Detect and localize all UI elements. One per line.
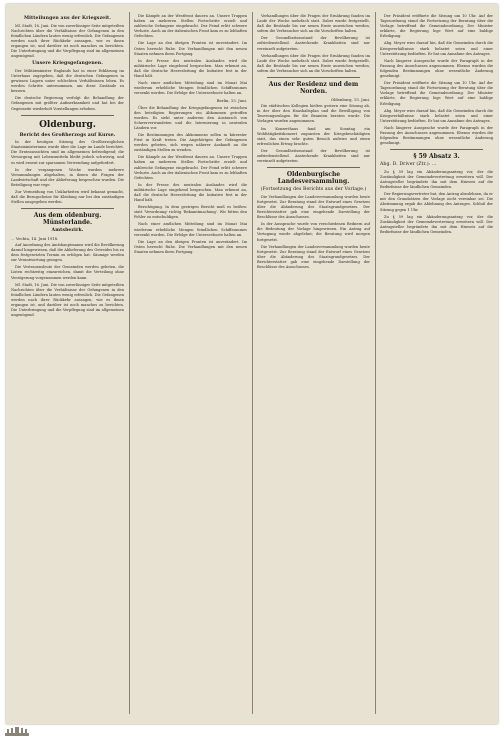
article-paragraph: Verhandlungen über die Fragen der Ernährung fanden im Laufe der Woche mehrfach statt. Dabei wurde festgestellt, daß die Bestände bis zur neuen Ernte ausreichen werden, sofern die Verbraucher sich an die Vorschriften halten. [257, 53, 370, 73]
article-paragraph: Die deutsche Regierung verfolgt die Behandlung der Gefangenen mit größter Aufmerksamkeit und hat bei der Gegenseite wiederholt Vorstellungen erhoben. [11, 96, 124, 111]
article-paragraph: Zu § 59 lag ein Abänderungsantrag vor, der die Zuständigkeit der Gemeindevertretung erweitern will. Der Antragsteller begründete ihn mit dem Hinweis auf die Bedürfnisse der ländlichen Gemeinden. [380, 214, 493, 234]
column-rule [129, 12, 130, 714]
section-subtitle: Abg. D. Driver (Ztr.): ... [380, 162, 437, 168]
article-paragraph: Die Lage an den übrigen Fronten ist unverändert. Im Osten herrscht Ruhe. Die Verhandlungen mit den neuen Staaten nehmen ihren Fortgang. [134, 239, 247, 254]
section-subtitle: (Fortsetzung des Berichts aus der Vorlage.) [260, 187, 367, 193]
article-paragraph: In der Presse des neutralen Auslandes wird die militärische Lage eingehend besprochen. Man erkennt an, daß die deutsche Heeresleitung die Initiative fest in der Hand hält. [134, 58, 247, 79]
article-paragraph: In der Aussprache wurde von verschiedenen Rednern auf die Bedeutung der Vorlage hingewiesen. Ein Antrag auf Vertagung wurde abgelehnt; die Beratung wird morgen fortgesetzt. [257, 222, 370, 242]
article-paragraph: In der heutigen Sitzung des Großherzoglichen Staatsministeriums wurde über die Lage im Lande berichtet. Die Ernteaussichten sind im allgemeinen befriedigend; die Versorgung mit Lebensmitteln bleibt jedoch schwierig, und es wird erneut zur sparsamen Verwendung aufgefordert. [11, 140, 124, 165]
article-paragraph: Der Regierungsvertreter bat, den Antrag abzulehnen, da er mit den Grundsätzen der Vorlage nicht vereinbar sei. Die Abstimmung ergab die Ablehnung des Antrages. Schluß der Sitzung gegen 1 Uhr. [380, 192, 493, 212]
article-paragraph: Der Gesundheitszustand der Bevölkerung ist zufriedenstellend. Ansteckende Krankheiten sind nur vereinzelt aufgetreten. [257, 36, 370, 51]
dateline: ... Vechta, 14. Juni 1918. [11, 235, 59, 241]
column-rule [252, 12, 253, 714]
section-title-muensterlande: Aus dem oldenburg. Münsterlande. [33, 212, 102, 227]
article-paragraph: Der Präsident eröffnete die Sitzung um 10 Uhr. Auf der Tagesordnung stand die Fortsetzung der Beratung über die Vorlage betreffend die Gemeindeordnung. Der Minister erklärte, die Regierung lege Wert auf eine baldige Erledigung. [380, 81, 493, 106]
library-logo-icon [4, 726, 30, 737]
divider [267, 167, 360, 168]
article-paragraph: Die Verhandlungen der Landesversammlung wurden heute fortgesetzt. Zur Beratung stand der Entwurf eines Gesetzes über die Abänderung des Staatsgrundgesetzes. Der Berichterstatter gab eine eingehende Darstellung der Beschlüsse des Ausschusses. [257, 194, 370, 220]
article-paragraph: Ml. Stadt, 16. Juni. Die von zuverlässiger Seite mitgeteilten Nachrichten über die Verhältnisse der Gefangenen in den feindlichen Ländern lauten wenig erfreulich. Die Gefangenen werden nach ihrer Rückkehr aussagen, wie es ihnen ergangen ist, und darüber ist noch manches zu berichten. Die Unterbringung und die Verpflegung sind im allgemeinen ungenügend. [11, 23, 124, 59]
article-paragraph: Die städtischen Kollegien hielten gestern eine Sitzung ab, in der über den Haushaltsplan und die Bewilligung von Teuerungszulagen für die Beamten beraten wurde. Die Vorlagen wurden angenommen. [257, 104, 370, 124]
column-3 [257, 14, 370, 710]
article-paragraph: Berichtigung. In dem gestrigen Bericht muß es heißen: statt 'Verordnung' richtig 'Bekanntmachung'. Wir bitten den Fehler zu entschuldigen. [134, 205, 247, 220]
section-title-landesversammlung: Oldenburgische Landesversammlung. [277, 171, 350, 186]
article-paragraph: Auf Anordnung des Amtshauptmanns wird die Bevölkerung darauf hingewiesen, daß die Ablieferung des Getreides bis zu dem festgesetzten Termin zu erfolgen hat. Säumige werden zur Verantwortung gezogen. [11, 243, 124, 263]
article-paragraph: Im Konzerthaus fand am Sonntag ein Wohltätigkeitskonzert zugunsten der Kriegsbeschädigten statt, das einen sehr guten Besuch aufwies und einen erfreulichen Ertrag brachte. [257, 126, 370, 146]
article-paragraph: Die Verhandlungen der Landesversammlung wurden heute fortgesetzt. Zur Beratung stand der Entwurf eines Gesetzes über die Abänderung des Staatsgrundgesetzes. Der Berichterstatter gab eine eingehende Darstellung der Beschlüsse des Ausschusses. [257, 244, 370, 269]
column-2 [134, 14, 247, 710]
article-paragraph: In der Presse des neutralen Auslandes wird die militärische Lage eingehend besprochen. Man erkennt an, daß die deutsche Heeresleitung die Initiative fest in der Hand hält. [134, 182, 247, 203]
section-heading: Amtsbezirk. [51, 228, 84, 234]
section-title-residenz: Aus der Residenz und dem Norden. [268, 81, 359, 96]
divider [267, 77, 360, 78]
divider [21, 115, 114, 116]
dateline: Berlin, 15. Juni. [216, 98, 247, 104]
article-paragraph: Über die Behandlung der Kriegsgefangenen ist zwischen den beteiligten Regierungen ein Abkommen getroffen worden. Es sieht unter anderem den Austausch von Schwerverwundeten und die Internierung in neutralen Ländern vor. [134, 105, 247, 130]
article-paragraph: Ml. Stadt, 16. Juni. Die von zuverlässiger Seite mitgeteilten Nachrichten über die Verhältnisse der Gefangenen in den feindlichen Ländern lauten wenig erfreulich. Die Gefangenen werden nach ihrer Rückkehr aussagen, wie es ihnen ergangen ist, und darüber ist noch manches zu berichten. Die Unterbringung und die Verpflegung sind im allgemeinen ungenügend. [11, 282, 124, 318]
article-paragraph: Der Präsident eröffnete die Sitzung um 10 Uhr. Auf der Tagesordnung stand die Fortsetzung der Beratung über die Vorlage betreffend die Gemeindeordnung. Der Minister erklärte, die Regierung lege Wert auf eine baldige Erledigung. [380, 14, 493, 39]
section-heading: Bericht des Großherzogs auf Kurse. [19, 132, 116, 138]
column-4 [380, 14, 493, 710]
article-paragraph: Nach längerer Aussprache wurde der Paragraph in der Fassung des Ausschusses angenommen. Ebenso wurden die folgenden Bestimmungen ohne wesentliche Änderung genehmigt. [380, 58, 493, 79]
newspaper-page [6, 4, 498, 724]
section-heading: Mitteilungen aus der Kriegszeit. [24, 16, 111, 21]
article-paragraph: Abg. Meyer wies darauf hin, daß die Gemeinden durch die Kriegsverhältnisse stark belastet seien und einer Unterstützung bedürften. Er bat um Annahme des Antrages. [380, 108, 493, 123]
article-paragraph: Der Gesundheitszustand der Bevölkerung ist zufriedenstellend. Ansteckende Krankheiten sind nur vereinzelt aufgetreten. [257, 148, 370, 164]
article-paragraph: Die Vertrauensleute der Gemeinden werden gebeten, die Listen rechtzeitig einzureichen, damit die Verteilung ohne Verzögerung vorgenommen werden kann. [11, 265, 124, 280]
section-heading: Unsere Kriegsgefangenen. [32, 61, 103, 67]
article-paragraph: Die Bestimmungen des Abkommens sollen in kürzester Frist in Kraft treten. Die Angehörigen der Gefangenen werden gebeten, sich wegen näherer Auskunft an die zuständigen Stellen zu wenden. [134, 132, 247, 153]
dateline: Oldenburg, 15. Juni. [330, 97, 370, 103]
article-paragraph: Zu § 59 lag ein Abänderungsantrag vor, der die Zuständigkeit der Gemeindevertretung erweitern will. Der Antragsteller begründete ihn mit dem Hinweis auf die Bedürfnisse der ländlichen Gemeinden. [380, 169, 493, 190]
article-paragraph: Die Lage an den übrigen Fronten ist unverändert. Im Osten herrscht Ruhe. Die Verhandlungen mit den neuen Staaten nehmen ihren Fortgang. [134, 41, 247, 56]
divider [21, 208, 114, 209]
divider [390, 149, 483, 150]
article-paragraph: Nach einer amtlichen Mitteilung sind im Monat Mai wiederum erhebliche Mengen feindlichen Schiffsraumes versenkt worden. Die Erfolge der Unterseeboote halten an. [134, 81, 247, 96]
article-paragraph: Verhandlungen über die Fragen der Ernährung fanden im Laufe der Woche mehrfach statt. Dabei wurde festgestellt, daß die Bestände bis zur neuen Ernte ausreichen werden, sofern die Verbraucher sich an die Vorschriften halten. [257, 14, 370, 34]
article-paragraph: Die Kämpfe an der Westfront dauern an. Unsere Truppen haben an mehreren Stellen Fortschritte erzielt und zahlreiche Gefangene eingebracht. Der Feind erlitt schwere Verluste. Auch an der italienischen Front kam es zu lebhaften Gefechten. [134, 155, 247, 180]
article-paragraph: Nach längerer Aussprache wurde der Paragraph in der Fassung des Ausschusses angenommen. Ebenso wurden die folgenden Bestimmungen ohne wesentliche Änderung genehmigt. [380, 125, 493, 146]
section-title-paragraph: § 59 Absatz 3. [413, 153, 460, 161]
column-1 [11, 14, 124, 710]
article-paragraph: In der vergangenen Woche wurden mehrere Versammlungen abgehalten, in denen die Fragen der Landwirtschaft und der Ablieferung besprochen wurden. Die Beteiligung war rege. [11, 167, 124, 187]
section-title-oldenburg: Oldenburg. [39, 119, 96, 130]
article-paragraph: Die Kämpfe an der Westfront dauern an. Unsere Truppen haben an mehreren Stellen Fortschritte erzielt und zahlreiche Gefangene eingebracht. Der Feind erlitt schwere Verluste. Auch an der italienischen Front kam es zu lebhaften Gefechten. [134, 14, 247, 39]
article-paragraph: Nach einer amtlichen Mitteilung sind im Monat Mai wiederum erhebliche Mengen feindlichen Schiffsraumes versenkt worden. Die Erfolge der Unterseeboote halten an. [134, 222, 247, 237]
article-paragraph: Zur Vermeidung von Unklarheiten wird bekannt gemacht, daß die Bezugscheine für Kleidung nur bei den zuständigen Stellen ausgegeben werden. [11, 190, 124, 205]
column-rule [375, 12, 376, 714]
article-paragraph: Der Militärminister Englands hat in einer Erklärung im Unterhaus zugegeben, daß die deutschen Gefangenen in gewissen Lagern unter schlechten Verhältnissen leben. Es werden Schritte unternommen, um diese Zustände zu bessern. [11, 68, 124, 94]
article-paragraph: Abg. Meyer wies darauf hin, daß die Gemeinden durch die Kriegsverhältnisse stark belastet seien und einer Unterstützung bedürften. Er bat um Annahme des Antrages. [380, 41, 493, 56]
